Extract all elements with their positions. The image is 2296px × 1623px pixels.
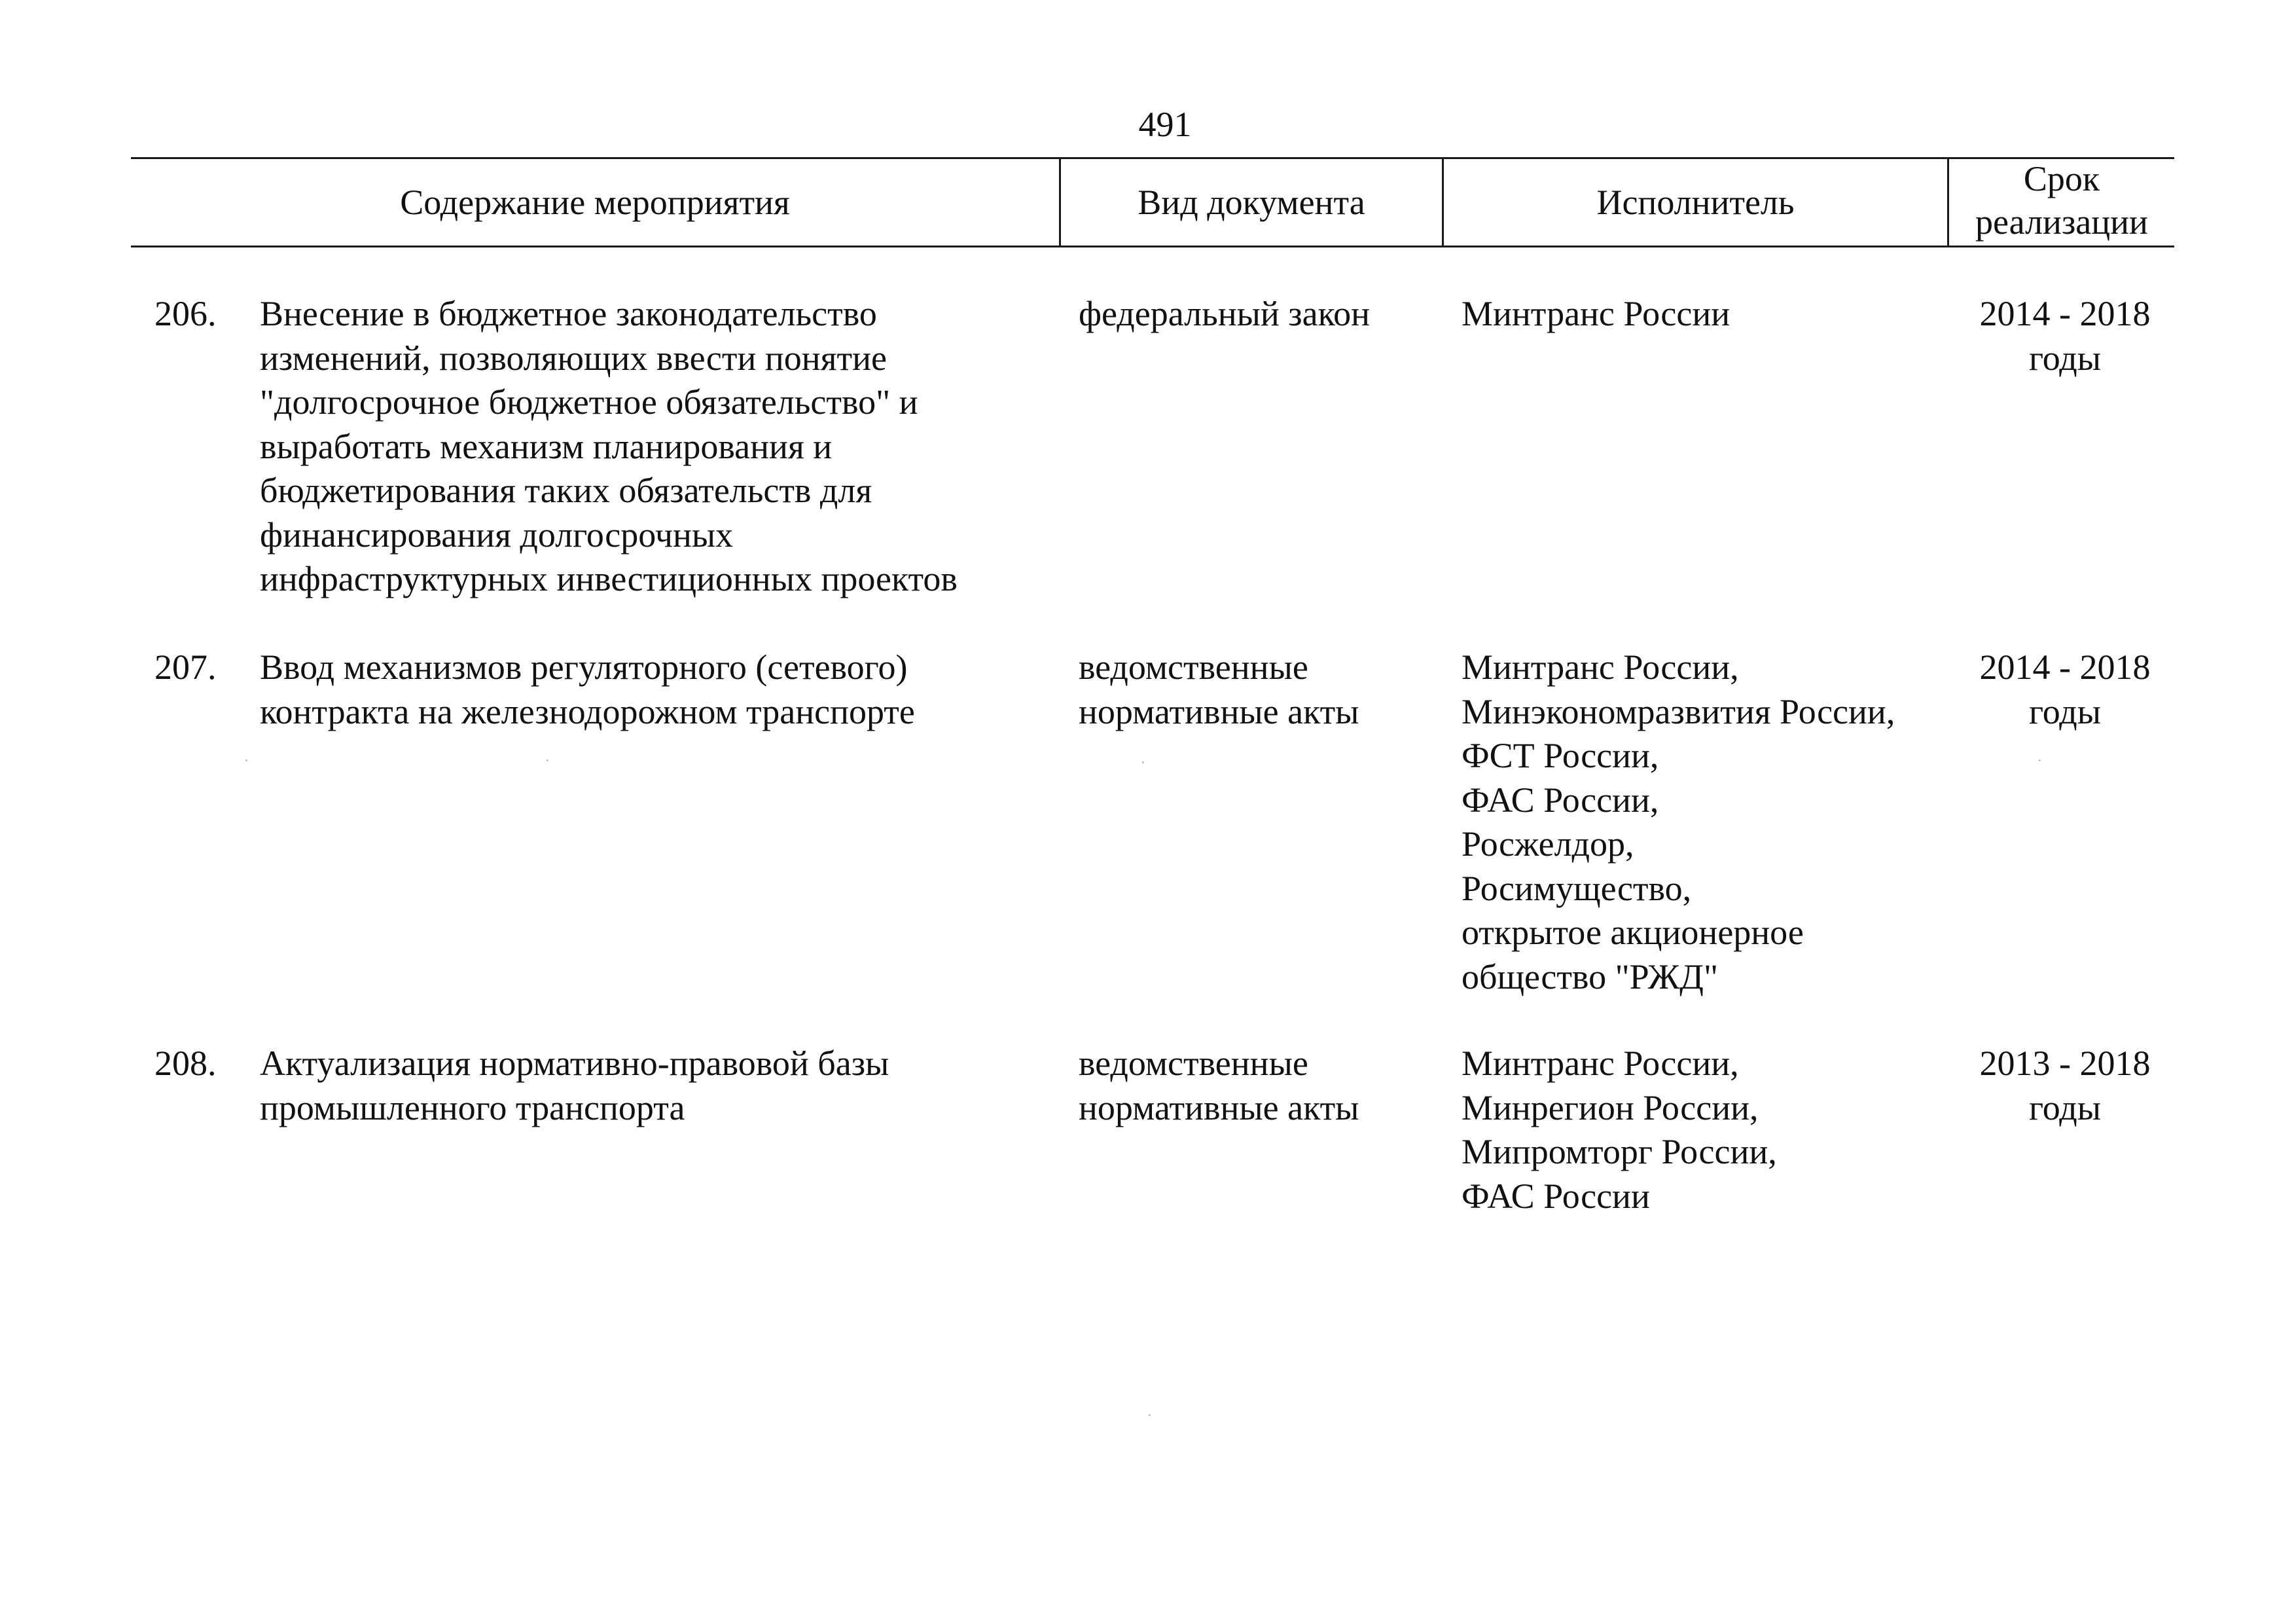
executor-line: Минтранс России, [1462, 647, 1739, 687]
header-doc-type: Вид документа [1138, 183, 1365, 222]
executor-line: Росжелдор, [1462, 824, 1634, 864]
row-term [1957, 1042, 2173, 1130]
header-top-rule [131, 157, 2174, 159]
content-line: Ввод механизмов регуляторного (сетевого) [260, 647, 908, 687]
term-unit: годы [2028, 691, 2101, 731]
row-executor [1462, 292, 1730, 337]
executor-line: Минтранс России, [1462, 1044, 1739, 1083]
executor-line: ФАС России [1462, 1176, 1650, 1216]
row-term [1957, 292, 2173, 380]
doc-type-line: ведомственные [1079, 647, 1308, 687]
content-line: промышленного транспорта [260, 1087, 685, 1127]
executor-line: Мипромторг России, [1462, 1132, 1777, 1171]
doc-type-line: нормативные акты [1079, 691, 1359, 731]
scan-speck [1149, 1414, 1151, 1416]
content-line: контракта на железнодорожном транспорте [260, 691, 915, 731]
executor-line: ФСТ России, [1462, 736, 1659, 775]
content-line: "долгосрочное бюджетное обязательство" и [260, 382, 918, 422]
row-executor [1462, 1042, 1777, 1218]
content-line: выработать механизм планирования и [260, 426, 833, 466]
doc-type-line: федеральный закон [1079, 294, 1370, 333]
scan-speck [245, 759, 247, 761]
row-term [1957, 646, 2173, 734]
term-years: 2014 - 2018 [1979, 294, 2151, 333]
row-doc-type [1079, 292, 1370, 337]
header-executor: Исполнитель [1596, 183, 1795, 222]
header-term-line1: Срок [2023, 159, 2100, 198]
row-content [260, 292, 958, 602]
executor-line: Минэкономразвития России, [1462, 691, 1895, 731]
executor-line: общество "РЖД" [1462, 957, 1719, 996]
executor-line: Минтранс России [1462, 294, 1731, 333]
term-unit: годы [2028, 1087, 2101, 1127]
term-years: 2013 - 2018 [1979, 1044, 2151, 1083]
content-line: изменений, позволяющих ввести понятие [260, 338, 887, 378]
executor-line: ФАС России, [1462, 780, 1659, 820]
executor-line: Росимущество, [1462, 868, 1692, 908]
scan-speck [2039, 759, 2041, 761]
content-line: Актуализация нормативно-правовой базы [260, 1044, 889, 1083]
executor-line: открытое акционерное [1462, 913, 1804, 952]
header-content: Содержание мероприятия [400, 183, 790, 222]
content-line: финансирования долгосрочных [260, 515, 734, 555]
row-executor [1462, 646, 1895, 999]
row-doc-type [1079, 646, 1359, 734]
header-bottom-rule [131, 246, 2174, 247]
header-term [1949, 157, 2174, 244]
executor-line: Минрегион России, [1462, 1087, 1759, 1127]
row-number: 207. [154, 647, 217, 687]
row-content [260, 646, 915, 734]
doc-type-line: ведомственные [1079, 1044, 1308, 1083]
row-number: 206. [154, 294, 217, 333]
scan-speck [1142, 761, 1144, 763]
row-doc-type [1079, 1042, 1359, 1130]
content-line: Внесение в бюджетное законодательство [260, 294, 877, 333]
doc-type-line: нормативные акты [1079, 1087, 1359, 1127]
term-unit: годы [2028, 338, 2101, 378]
header-term-line2: реализации [1975, 202, 2148, 242]
row-number: 208. [154, 1044, 217, 1083]
row-content [260, 1042, 889, 1130]
content-line: инфраструктурных инвестиционных проектов [260, 559, 958, 598]
content-line: бюджетирования таких обязательств для [260, 471, 872, 510]
page-number: 491 [1138, 105, 1192, 144]
term-years: 2014 - 2018 [1979, 647, 2151, 687]
scan-speck [547, 759, 548, 761]
